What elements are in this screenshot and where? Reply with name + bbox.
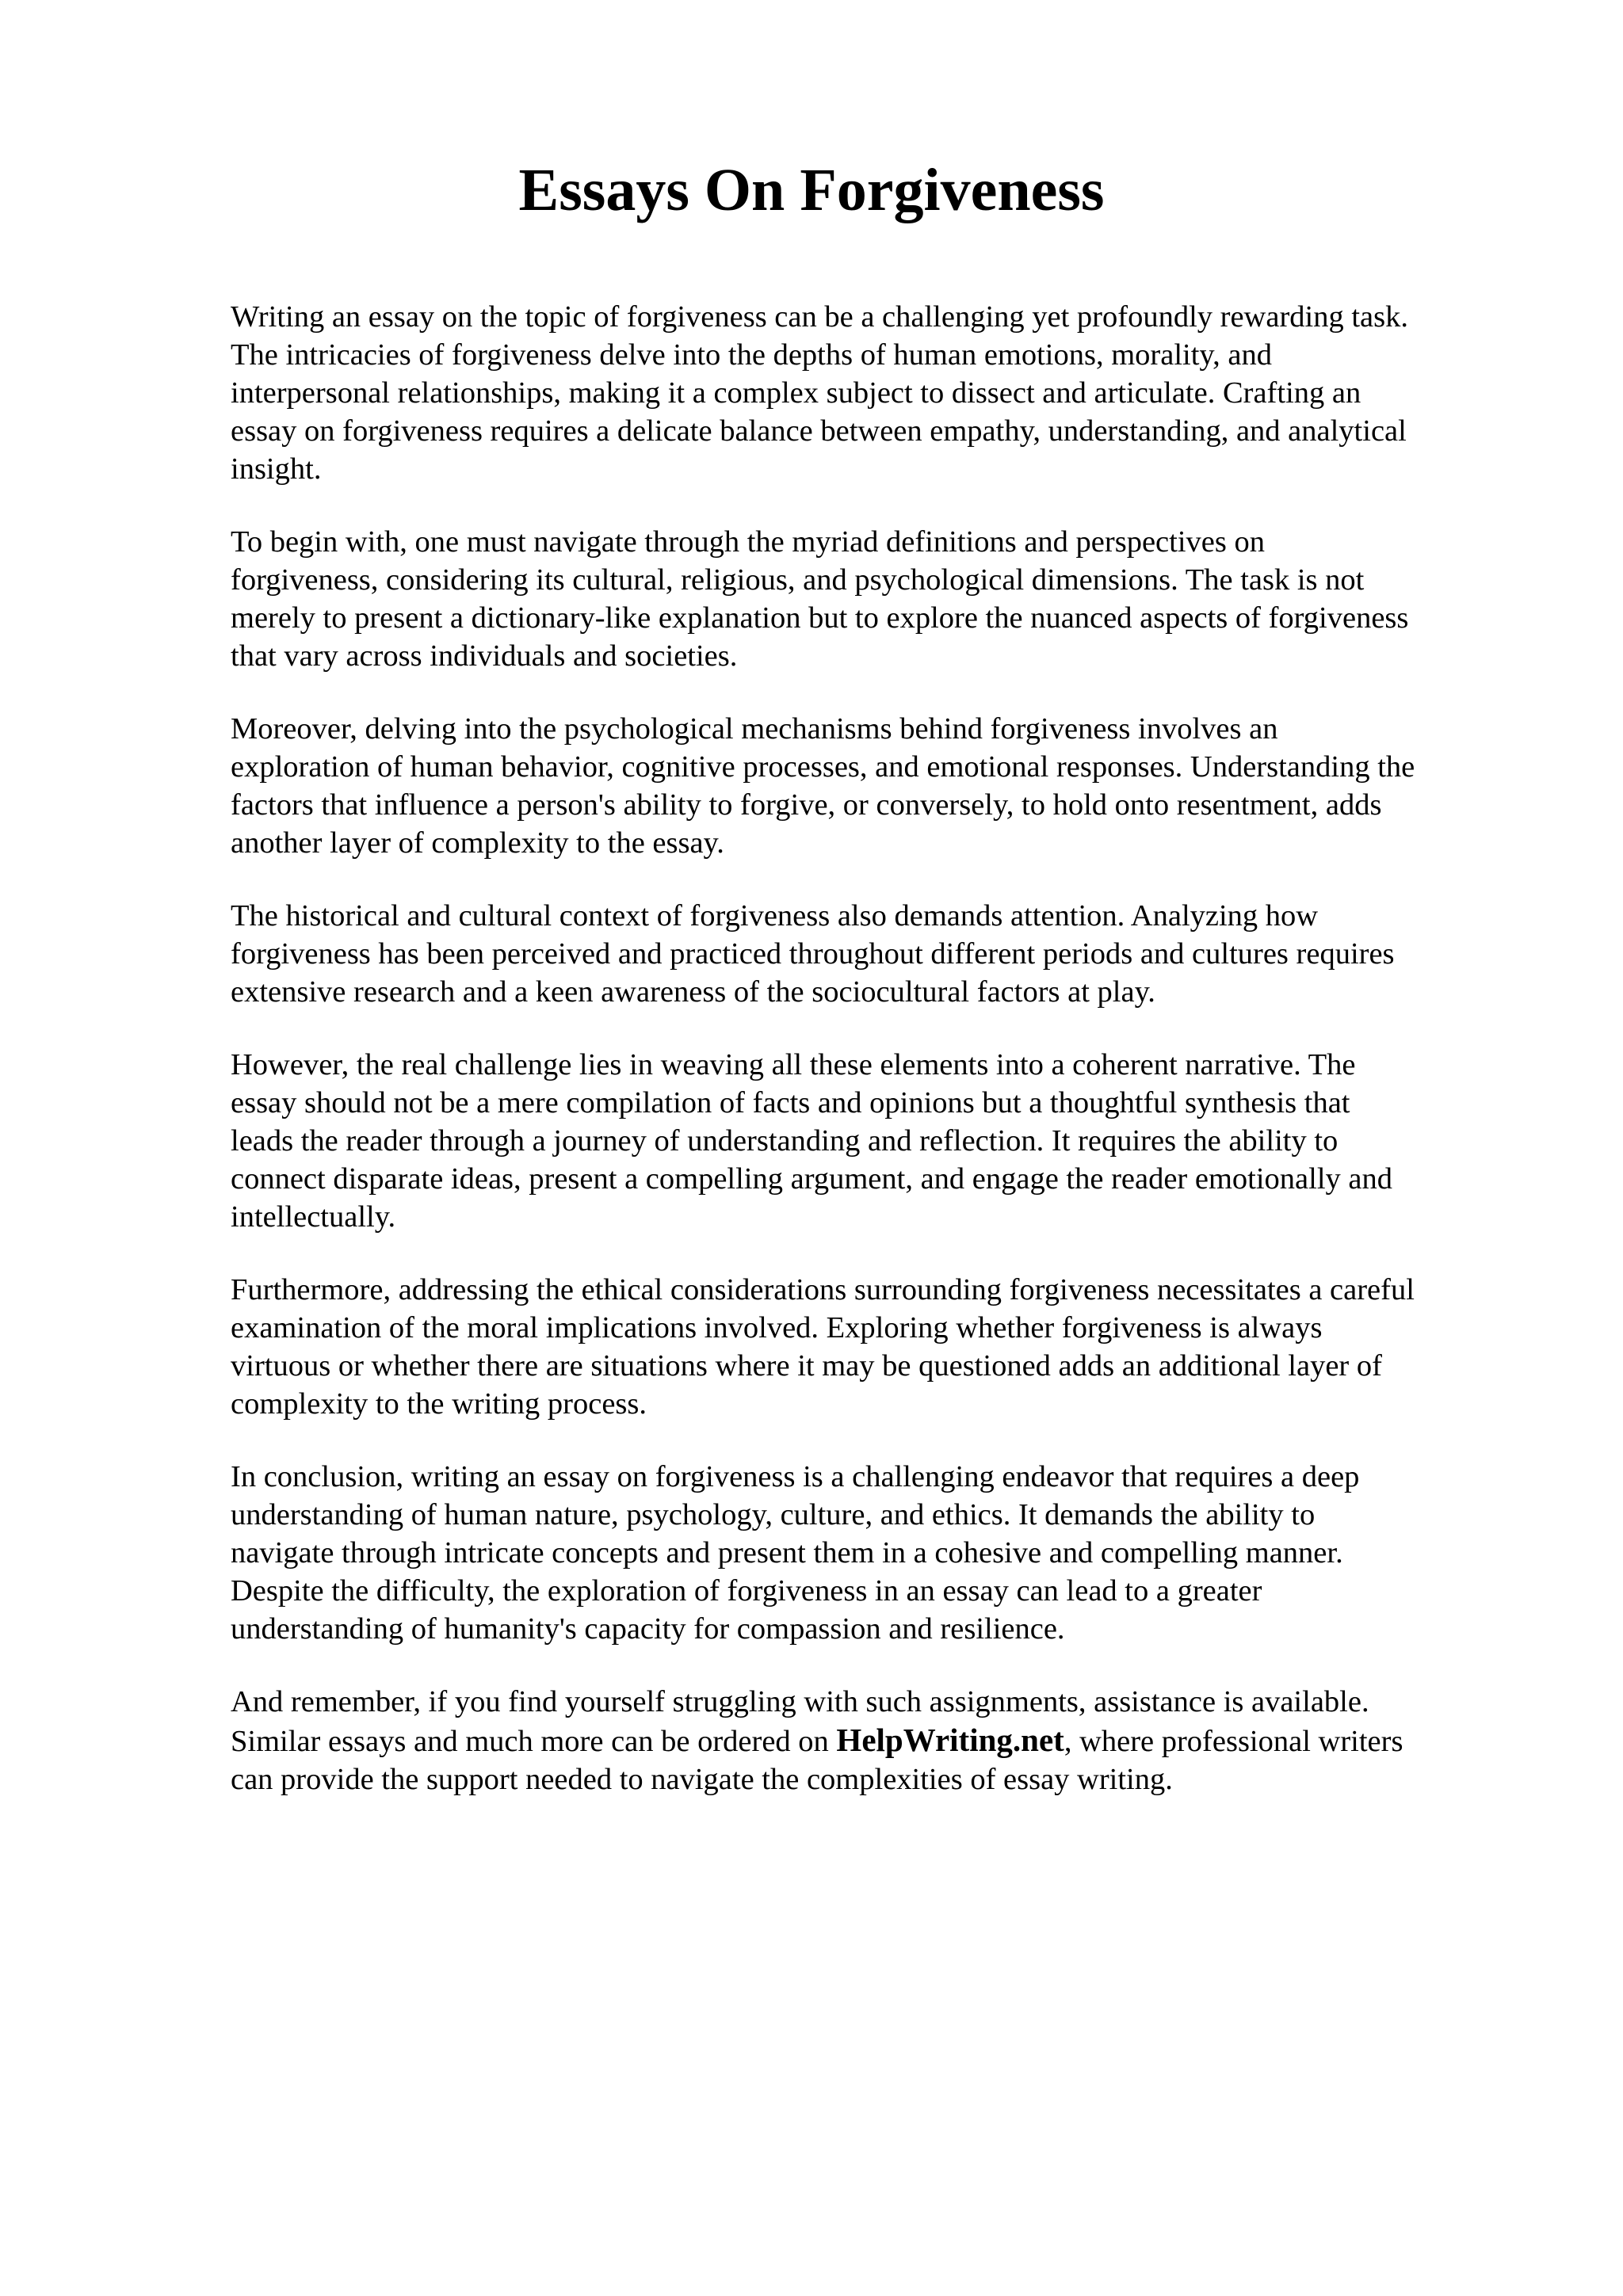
text-line: The historical and cultural context of forgiveness also demands attention. Analyzing how [231, 899, 1319, 933]
text-line: Moreover, delving into the psychological mechanisms behind forgiveness involves an [231, 712, 1278, 746]
paragraph-4 [231, 897, 1514, 1011]
text-line: exploration of human behavior, cognitive processes, and emotional responses. Understanding the [231, 750, 1415, 784]
text-line: connect disparate ideas, present a compelling argument, and engage the reader emotionally and [231, 1162, 1392, 1196]
text-line: essay on forgiveness requires a delicate balance between empathy, understanding, and analytical [231, 414, 1407, 448]
text-line: In conclusion, writing an essay on forgiveness is a challenging endeavor that requires a deep [231, 1460, 1360, 1493]
closing-text-before-link: Similar essays and much more can be ordered on [231, 1725, 837, 1758]
text-line: merely to present a dictionary-like explanation but to explore the nuanced aspects of forgiveness [231, 601, 1409, 635]
text-line: Writing an essay on the topic of forgiveness can be a challenging yet profoundly rewarding task. [231, 300, 1408, 334]
paragraph-5 [231, 1046, 1514, 1236]
text-line: Despite the difficulty, the exploration of forgiveness in an essay can lead to a greater [231, 1574, 1262, 1608]
text-line: insight. [231, 452, 322, 486]
text-line: And remember, if you find yourself struggling with such assignments, assistance is available. [231, 1685, 1369, 1718]
text-line: forgiveness, considering its cultural, religious, and psychological dimensions. The task is not [231, 563, 1365, 597]
paragraph-7 [231, 1458, 1514, 1648]
text-line: virtuous or whether there are situations where it may be questioned adds an additional layer of [231, 1349, 1382, 1383]
text-line: complexity to the writing process. [231, 1387, 647, 1421]
text-line: interpersonal relationships, making it a complex subject to dissect and articulate. Crafting an [231, 376, 1361, 410]
text-line: factors that influence a person's ability to forgive, or conversely, to hold onto resentment, adds [231, 788, 1382, 822]
essay-body [231, 298, 1514, 1833]
text-line: To begin with, one must navigate through the myriad definitions and perspectives on [231, 525, 1265, 559]
text-line: examination of the moral implications involved. Exploring whether forgiveness is always [231, 1311, 1323, 1344]
text-line: navigate through intricate concepts and present them in a cohesive and compelling manner. [231, 1536, 1343, 1569]
text-line: essay should not be a mere compilation of facts and opinions but a thoughtful synthesis that [231, 1086, 1350, 1119]
paragraph-2 [231, 523, 1514, 675]
text-line: that vary across individuals and societies. [231, 639, 738, 673]
closing-text-after-link: , where professional writers [1064, 1725, 1403, 1758]
helpwriting-link[interactable]: HelpWriting.net [836, 1722, 1064, 1758]
text-line: leads the reader through a journey of understanding and reflection. It requires the ability to [231, 1124, 1338, 1158]
text-line: The intricacies of forgiveness delve into the depths of human emotions, morality, and [231, 338, 1273, 372]
text-line: forgiveness has been perceived and practiced throughout different periods and cultures requires [231, 937, 1395, 971]
text-line: understanding of humanity's capacity for compassion and resilience. [231, 1612, 1065, 1646]
document-title: Essays On Forgiveness [518, 157, 1105, 223]
text-line: intellectually. [231, 1200, 396, 1234]
paragraph-1 [231, 298, 1514, 488]
text-line: Furthermore, addressing the ethical considerations surrounding forgiveness necessitates a careful [231, 1273, 1415, 1306]
closing-paragraph [231, 1683, 1514, 1798]
text-line: However, the real challenge lies in weaving all these elements into a coherent narrative. The [231, 1048, 1356, 1081]
text-line: another layer of complexity to the essay. [231, 826, 724, 860]
text-line: understanding of human nature, psychology, culture, and ethics. It demands the ability to [231, 1498, 1316, 1531]
text-line [231, 1721, 1514, 1760]
text-line: extensive research and a keen awareness of the sociocultural factors at play. [231, 975, 1155, 1009]
paragraph-6 [231, 1271, 1514, 1423]
text-line: can provide the support needed to navigate the complexities of essay writing. [231, 1763, 1173, 1796]
paragraph-3 [231, 710, 1514, 862]
